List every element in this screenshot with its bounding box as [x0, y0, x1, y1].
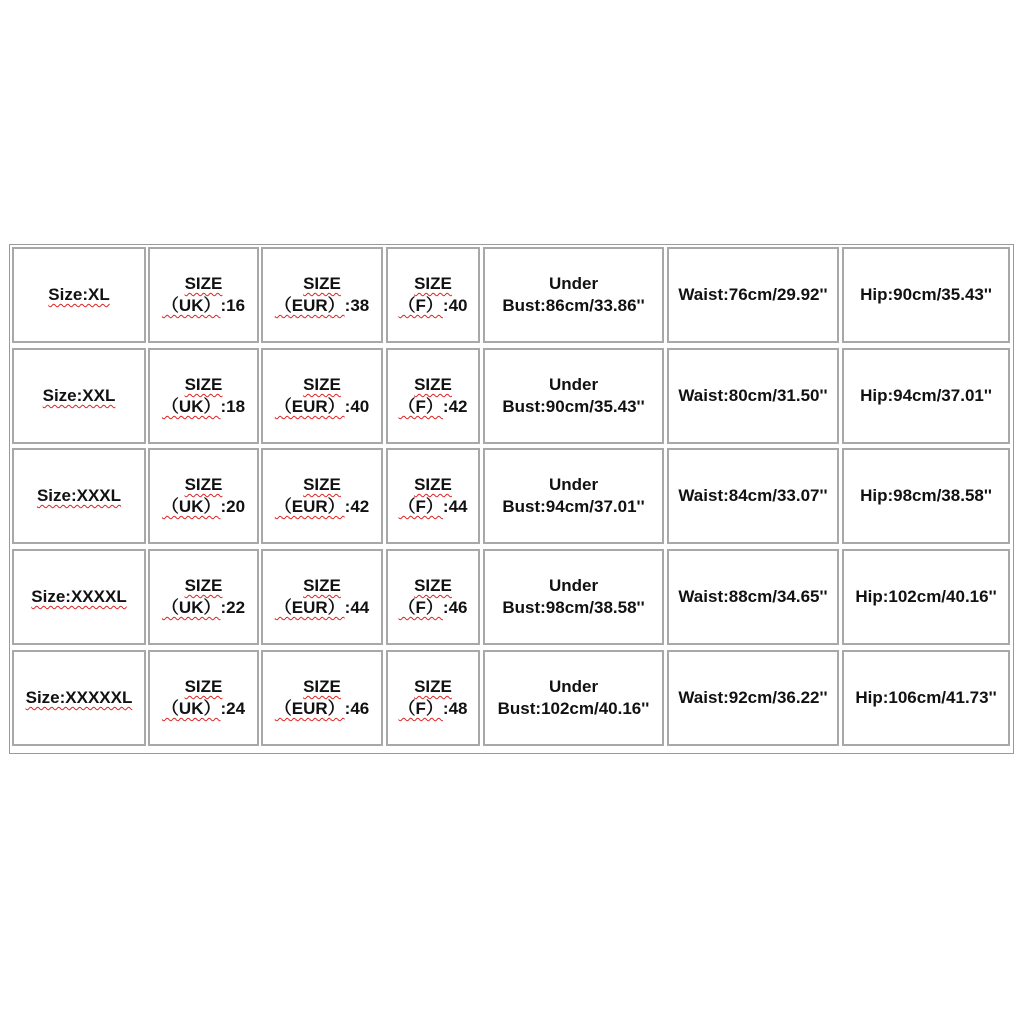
eur-label: （EUR） — [274, 598, 345, 617]
hip-cell — [842, 448, 1010, 544]
size-label: Size:XXXXL — [31, 587, 127, 606]
table-row — [10, 448, 1013, 544]
f-size-cell — [386, 448, 480, 544]
uk-label: （UK） — [161, 699, 221, 718]
f-size-cell — [386, 348, 480, 444]
eur-value: :42 — [344, 497, 370, 516]
f-label: （F） — [398, 497, 443, 516]
f-value: :44 — [442, 497, 468, 516]
f-label: （F） — [398, 397, 443, 416]
hip-value: Hip:94cm/37.01'' — [860, 386, 992, 405]
size-cell — [12, 448, 146, 544]
hip-value: Hip:90cm/35.43'' — [860, 285, 992, 304]
f-label: （F） — [398, 296, 443, 315]
f-size-heading: SIZE — [414, 576, 452, 595]
under-bust-cell — [483, 650, 664, 746]
eur-size-heading: SIZE — [303, 677, 341, 696]
waist-value: Waist:88cm/34.65'' — [678, 587, 828, 606]
f-size-cell — [386, 650, 480, 746]
f-value: :48 — [442, 699, 468, 718]
under-bust-cell — [483, 448, 664, 544]
hip-cell — [842, 247, 1010, 343]
uk-value: :16 — [220, 296, 246, 315]
under-label: Under — [548, 475, 599, 494]
uk-label: （UK） — [161, 296, 221, 315]
eur-size-heading: SIZE — [303, 274, 341, 293]
waist-cell — [667, 549, 839, 645]
eur-value: :46 — [344, 699, 370, 718]
eur-size-heading: SIZE — [303, 576, 341, 595]
eur-size-cell — [261, 348, 383, 444]
table-row — [10, 549, 1013, 645]
uk-label: （UK） — [161, 598, 221, 617]
eur-value: :38 — [344, 296, 370, 315]
f-label: （F） — [398, 598, 443, 617]
f-label: （F） — [398, 699, 443, 718]
f-size-heading: SIZE — [414, 274, 452, 293]
eur-size-cell — [261, 549, 383, 645]
size-label: Size:XXXXXL — [25, 688, 133, 707]
uk-value: :22 — [220, 598, 246, 617]
hip-cell — [842, 549, 1010, 645]
size-cell — [12, 650, 146, 746]
size-cell — [12, 348, 146, 444]
waist-value: Waist:84cm/33.07'' — [678, 486, 828, 505]
under-label: Under — [548, 274, 599, 293]
uk-size-cell — [148, 247, 259, 343]
eur-size-heading: SIZE — [303, 375, 341, 394]
bust-value: Bust:94cm/37.01'' — [502, 497, 645, 516]
hip-value: Hip:106cm/41.73'' — [855, 688, 997, 707]
uk-value: :20 — [220, 497, 246, 516]
hip-value: Hip:102cm/40.16'' — [855, 587, 997, 606]
uk-size-cell — [148, 549, 259, 645]
under-label: Under — [548, 576, 599, 595]
eur-label: （EUR） — [274, 497, 345, 516]
waist-cell — [667, 650, 839, 746]
eur-label: （EUR） — [274, 397, 345, 416]
size-chart-table — [9, 244, 1014, 754]
f-size-cell — [386, 549, 480, 645]
uk-value: :24 — [220, 699, 246, 718]
under-label: Under — [548, 677, 599, 696]
size-label: Size:XXL — [42, 386, 116, 405]
bust-value: Bust:102cm/40.16'' — [497, 699, 650, 718]
under-bust-cell — [483, 348, 664, 444]
under-bust-cell — [483, 247, 664, 343]
waist-value: Waist:80cm/31.50'' — [678, 386, 828, 405]
eur-size-cell — [261, 247, 383, 343]
bust-value: Bust:86cm/33.86'' — [502, 296, 645, 315]
table-row — [10, 247, 1013, 343]
f-size-heading: SIZE — [414, 375, 452, 394]
waist-value: Waist:92cm/36.22'' — [678, 688, 828, 707]
uk-size-heading: SIZE — [184, 375, 223, 394]
uk-size-heading: SIZE — [184, 576, 223, 595]
f-size-cell — [386, 247, 480, 343]
hip-cell — [842, 348, 1010, 444]
f-size-heading: SIZE — [414, 677, 452, 696]
eur-value: :44 — [344, 598, 370, 617]
f-value: :46 — [442, 598, 468, 617]
bust-value: Bust:90cm/35.43'' — [502, 397, 645, 416]
bust-value: Bust:98cm/38.58'' — [502, 598, 645, 617]
uk-size-cell — [148, 448, 259, 544]
hip-value: Hip:98cm/38.58'' — [860, 486, 992, 505]
size-label: Size:XL — [48, 285, 110, 304]
eur-value: :40 — [344, 397, 370, 416]
size-cell — [12, 549, 146, 645]
uk-size-heading: SIZE — [184, 274, 223, 293]
table-row — [10, 650, 1013, 746]
uk-size-heading: SIZE — [184, 475, 223, 494]
waist-cell — [667, 348, 839, 444]
uk-label: （UK） — [161, 497, 221, 516]
f-size-heading: SIZE — [414, 475, 452, 494]
under-bust-cell — [483, 549, 664, 645]
uk-size-heading: SIZE — [184, 677, 223, 696]
eur-size-cell — [261, 448, 383, 544]
waist-value: Waist:76cm/29.92'' — [678, 285, 828, 304]
table-row — [10, 348, 1013, 444]
size-label: Size:XXXL — [36, 486, 122, 505]
eur-size-heading: SIZE — [303, 475, 341, 494]
under-label: Under — [548, 375, 599, 394]
size-cell — [12, 247, 146, 343]
f-value: :42 — [442, 397, 468, 416]
uk-label: （UK） — [161, 397, 221, 416]
eur-size-cell — [261, 650, 383, 746]
f-value: :40 — [442, 296, 468, 315]
hip-cell — [842, 650, 1010, 746]
uk-value: :18 — [220, 397, 246, 416]
waist-cell — [667, 448, 839, 544]
eur-label: （EUR） — [274, 296, 345, 315]
uk-size-cell — [148, 348, 259, 444]
waist-cell — [667, 247, 839, 343]
uk-size-cell — [148, 650, 259, 746]
eur-label: （EUR） — [274, 699, 345, 718]
